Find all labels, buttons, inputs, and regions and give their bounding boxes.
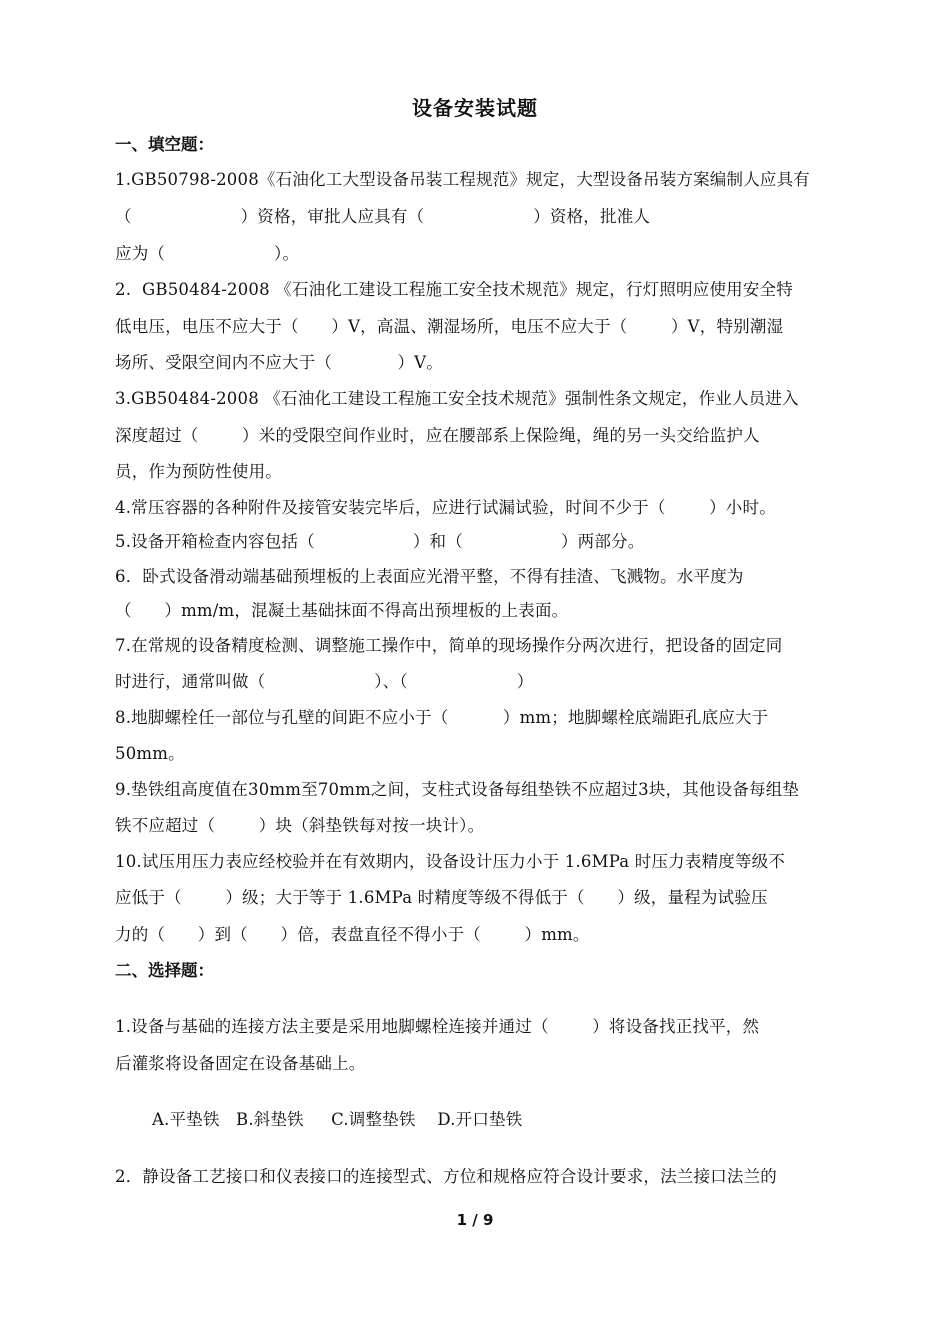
text-line: 员，作为预防性使用。 [115, 462, 282, 481]
section-heading-fill-blank: 一、填空题： [115, 135, 214, 154]
text-line: 后灌浆将设备固定在设备基础上。 [115, 1054, 366, 1073]
text-line: 时进行，通常叫做（ ）、（ ） [115, 672, 534, 691]
text-line: 5.设备开箱检查内容包括（ ）和（ ）两部分。 [115, 532, 645, 551]
text-line: 50mm。 [115, 744, 185, 763]
document-title: 设备安装试题 [412, 96, 538, 120]
text-line: 场所、受限空间内不应大于（ ）V。 [115, 353, 443, 372]
text-line: 力的（ ）到（ ）倍，表盘直径不得小于（ ）mm。 [115, 925, 590, 944]
text-line: 2．静设备工艺接口和仪表接口的连接型式、方位和规格应符合设计要求，法兰接口法兰的 [115, 1167, 777, 1186]
text-line: 深度超过（ ）米的受限空间作业时，应在腰部系上保险绳，绳的另一头交给监护人 [115, 426, 760, 445]
text-line: 低电压，电压不应大于（ ）V，高温、潮湿场所，电压不应大于（ ）V，特别潮湿 [115, 317, 784, 336]
text-line: （ ）mm/m，混凝土基础抹面不得高出预埋板的上表面。 [115, 601, 569, 620]
page-number: 1 / 9 [456, 1211, 494, 1229]
text-line: 4.常压容器的各种附件及接管安装完毕后，应进行试漏试验，时间不少于（ ）小时。 [115, 498, 776, 517]
text-line: 3.GB50484-2008 《石油化工建设工程施工安全技术规范》强制性条文规定，作业人员进入 [115, 389, 799, 408]
text-line: 1.设备与基础的连接方法主要是采用地脚螺栓连接并通过（ ）将设备找正找平，然 [115, 1017, 760, 1036]
text-line: 2. GB50484-2008 《石油化工建设工程施工安全技术规范》规定，行灯照明应使用安全特 [115, 280, 793, 299]
text-line: 6．卧式设备滑动端基础预埋板的上表面应光滑平整，不得有挂渣、飞溅物。水平度为 [115, 567, 744, 586]
text-line: 8.地脚螺栓任一部位与孔壁的间距不应小于（ ）mm；地脚螺栓底端距孔底应大于 [115, 708, 769, 727]
text-line: 应为（ ）。 [115, 244, 300, 263]
text-line: 7.在常规的设备精度检测、调整施工操作中，简单的现场操作分两次进行，把设备的固定同 [115, 636, 783, 655]
text-line: 应低于（ ）级；大于等于 1.6MPa 时精度等级不得低于（ ）级，量程为试验压 [115, 888, 768, 907]
text-line: 10.试压用压力表应经校验并在有效期内，设备设计压力小于 1.6MPa 时压力表精度等级不 [115, 852, 786, 871]
section-heading-choice: 二、选择题： [115, 961, 214, 980]
choice-options: A.平垫铁 B.斜垫铁 C.调整垫铁 D.开口垫铁 [152, 1110, 523, 1129]
text-line: 9.垫铁组高度值在30mm至70mm之间，支柱式设备每组垫铁不应超过3块，其他设备每组垫 [115, 780, 800, 799]
text-line: 1.GB50798-2008《石油化工大型设备吊装工程规范》规定，大型设备吊装方案编制人应具有 [115, 170, 811, 189]
text-line: 铁不应超过（ ）块（斜垫铁每对按一块计）。 [115, 816, 485, 835]
text-line: （ ）资格，审批人应具有（ ）资格，批准人 [115, 207, 651, 226]
